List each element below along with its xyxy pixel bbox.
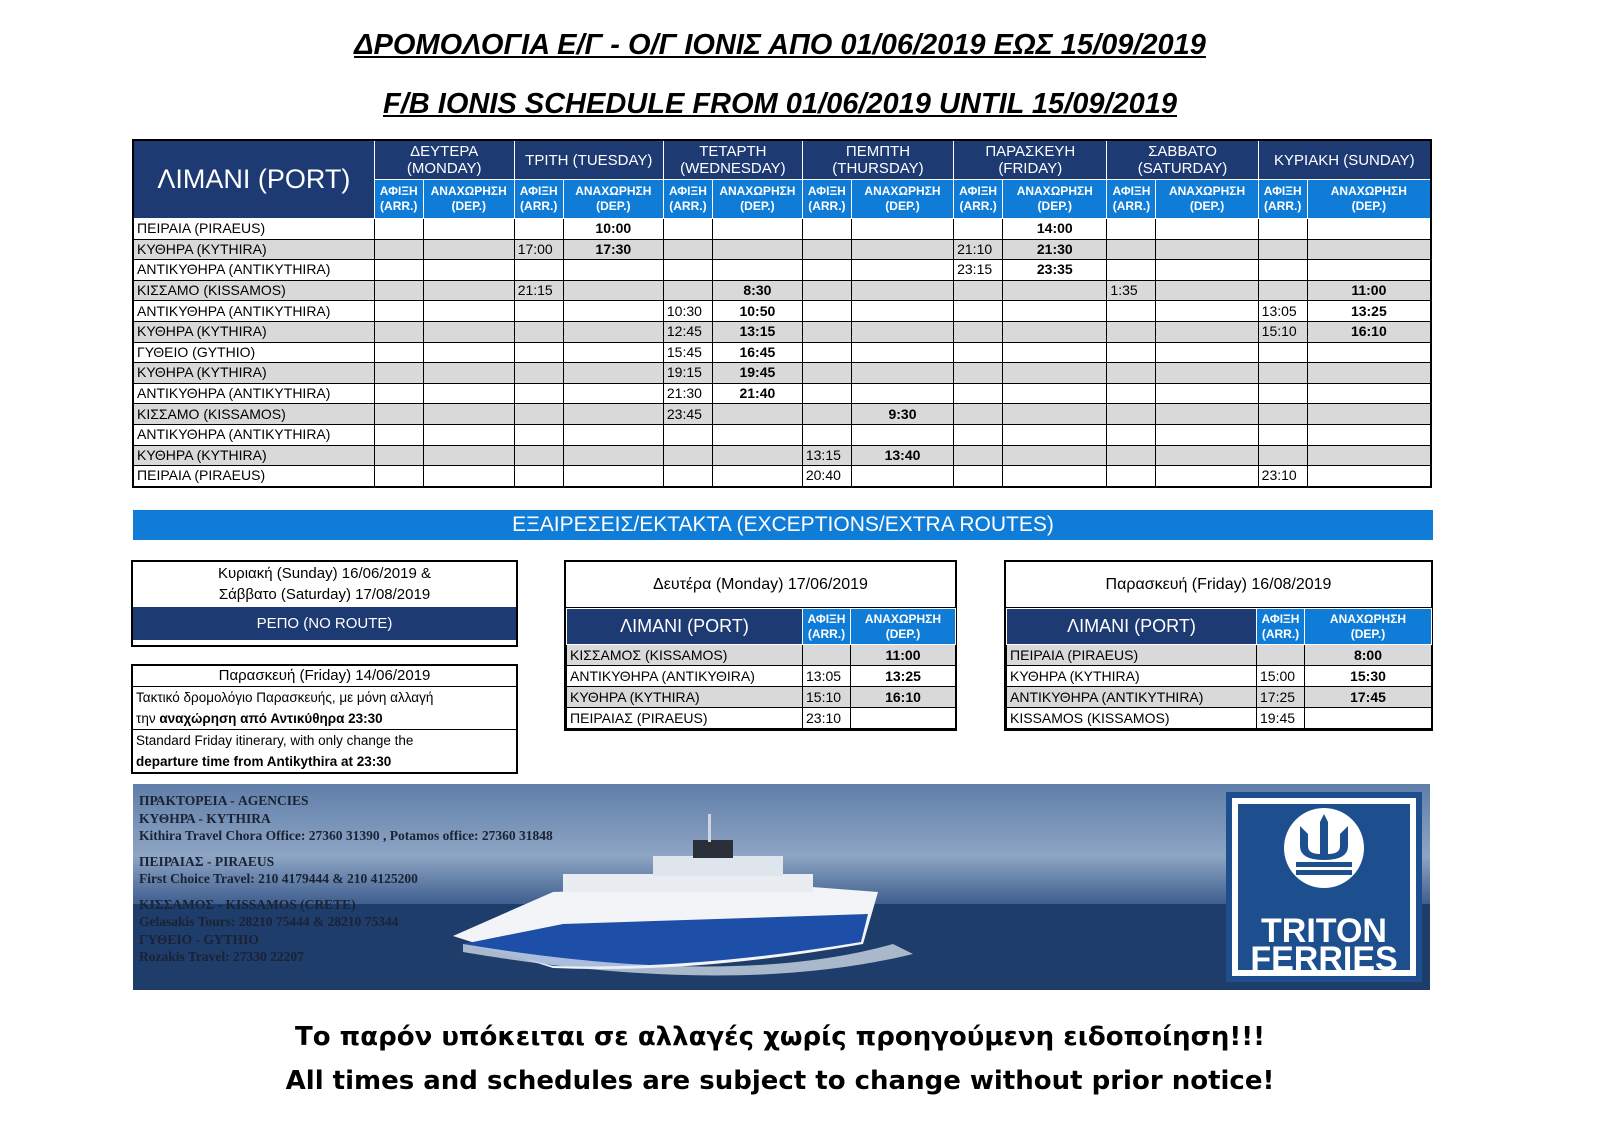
departure-cell xyxy=(1003,280,1107,301)
arrival-cell: 23:15 xyxy=(954,260,1003,281)
port-cell: ΠΕΙΡΑΙΑΣ (PIRAEUS) xyxy=(567,708,803,729)
extra-route-monday xyxy=(564,560,957,731)
friday-exception-english: Standard Friday itinerary, with only change the departure time from Antikythira at 23:30 xyxy=(136,733,414,769)
table-row xyxy=(133,404,1431,425)
departure-cell xyxy=(563,301,663,322)
arrival-cell xyxy=(1258,363,1307,384)
departure-cell xyxy=(1307,239,1431,260)
arrival-cell xyxy=(954,424,1003,445)
departure-cell xyxy=(1003,404,1107,425)
departure-cell xyxy=(1003,383,1107,404)
title-english: F/B IONIS SCHEDULE FROM 01/06/2019 UNTIL 15/09/2019 xyxy=(382,88,1178,120)
departure-cell xyxy=(1307,404,1431,425)
arrival-cell xyxy=(1258,239,1307,260)
table-row xyxy=(133,424,1431,445)
no-route-box xyxy=(131,560,518,647)
title-greek: ΔΡΟΜΟΛΟΓΙΑ Ε/Γ - Ο/Γ ΙΟΝΙΣ ΑΠΟ 01/06/2019 ΕΩΣ 15/09/2019 xyxy=(354,29,1206,61)
departure-cell xyxy=(851,260,953,281)
agency-line: First Choice Travel: 210 4179444 & 210 4125200 xyxy=(139,871,418,886)
departure-cell xyxy=(1003,321,1107,342)
departure-cell xyxy=(712,466,802,487)
arr-subheader: ΑΦΙΞΗ (ARR.) xyxy=(1107,180,1156,219)
dep-subheader: ΑΝΑΧΩΡΗΣΗ (DEP.) xyxy=(423,180,514,219)
departure-cell xyxy=(712,424,802,445)
arrival-cell xyxy=(802,383,851,404)
departure-cell xyxy=(563,321,663,342)
departure-cell xyxy=(1307,424,1431,445)
arr-cell: 13:05 xyxy=(803,666,851,687)
day-header: ΠΑΡΑΣΚΕΥΗ (FRIDAY) xyxy=(954,140,1107,180)
dep-subheader: ΑΝΑΧΩΡΗΣΗ (DEP.) xyxy=(1307,180,1431,219)
arrival-cell xyxy=(802,424,851,445)
table-row xyxy=(133,301,1431,322)
port-cell: ΚΥΘΗΡΑ (KYTHIRA) xyxy=(133,445,374,466)
port-cell: ΚΙΣΣΑΜΟ (KISSAMOS) xyxy=(133,404,374,425)
table-row xyxy=(133,321,1431,342)
dep-cell: 15:30 xyxy=(1305,666,1432,687)
departure-cell: 13:15 xyxy=(712,321,802,342)
departure-cell xyxy=(563,466,663,487)
port-column-header: ΛΙΜΑΝΙ (PORT) xyxy=(1007,609,1257,645)
departure-cell: 10:00 xyxy=(563,219,663,240)
arr-cell: 15:00 xyxy=(1257,666,1305,687)
arrival-cell xyxy=(514,260,563,281)
departure-cell xyxy=(1307,260,1431,281)
agency-line: ΚΥΘΗΡΑ - KYTHIRA xyxy=(139,810,271,826)
departure-cell xyxy=(423,424,514,445)
table-row xyxy=(133,363,1431,384)
logo-line2: FERRIES xyxy=(1250,940,1398,978)
friday-exception-box xyxy=(131,664,518,774)
extra-route-friday xyxy=(1004,560,1433,731)
arrival-cell xyxy=(1107,466,1156,487)
day-header: ΣΑΒΒΑΤΟ (SATURDAY) xyxy=(1107,140,1258,180)
table-row xyxy=(1007,666,1432,687)
extra-route-heading: Παρασκευή (Friday) 16/08/2019 xyxy=(1006,562,1431,608)
port-cell: ΚΙΣΣΑΜΟ (KISSAMOS) xyxy=(133,280,374,301)
departure-cell xyxy=(423,219,514,240)
departure-cell xyxy=(712,445,802,466)
arrival-cell xyxy=(514,424,563,445)
arrival-cell xyxy=(802,219,851,240)
arr-cell xyxy=(1257,645,1305,666)
arrival-cell xyxy=(954,466,1003,487)
departure-cell xyxy=(423,280,514,301)
departure-cell: 13:25 xyxy=(1307,301,1431,322)
day-header: ΠΕΜΠΤΗ (THURSDAY) xyxy=(802,140,953,180)
arrival-cell xyxy=(954,404,1003,425)
arrival-cell xyxy=(374,363,423,384)
departure-cell: 19:45 xyxy=(712,363,802,384)
port-cell: ΑΝΤΙΚΥΘΗΡΑ (ΑΝΤΙΚΥΘΙRA) xyxy=(567,666,803,687)
exceptions-banner: ΕΞΑΙΡΕΣΕΙΣ/ΕΚΤΑΚΤΑ (EXCEPTIONS/EXTRA ROUTES) xyxy=(133,510,1433,540)
departure-cell xyxy=(423,466,514,487)
arrival-cell xyxy=(374,424,423,445)
departure-cell: 23:35 xyxy=(1003,260,1107,281)
arrival-cell xyxy=(374,445,423,466)
arrival-cell xyxy=(802,280,851,301)
arrival-cell xyxy=(954,321,1003,342)
arrival-cell xyxy=(802,363,851,384)
arrival-cell xyxy=(802,239,851,260)
port-cell: ΚΥΘΗΡΑ (KYTHIRA) xyxy=(133,239,374,260)
departure-cell xyxy=(851,424,953,445)
departure-cell: 14:00 xyxy=(1003,219,1107,240)
arrival-cell xyxy=(802,301,851,322)
dep-cell xyxy=(1305,708,1432,729)
arrival-cell xyxy=(1258,342,1307,363)
departure-cell xyxy=(423,404,514,425)
dep-subheader: ΑΝΑΧΩΡΗΣΗ (DEP.) xyxy=(851,180,953,219)
arrival-cell xyxy=(1258,404,1307,425)
no-route-dates: Κυριακή (Sunday) 16/06/2019 & Σάββατο (Saturday) 17/08/2019 xyxy=(217,565,432,603)
arrival-cell xyxy=(1258,280,1307,301)
arrival-cell xyxy=(1258,383,1307,404)
triton-ferries-logo xyxy=(1226,792,1422,982)
arrival-cell xyxy=(663,280,712,301)
arrival-cell xyxy=(374,219,423,240)
schedule-table xyxy=(132,139,1432,488)
departure-cell xyxy=(851,466,953,487)
arrival-cell xyxy=(802,404,851,425)
arrival-cell xyxy=(374,280,423,301)
port-column-header: ΛΙΜΑΝΙ (PORT) xyxy=(567,609,803,645)
dep-subheader: ΑΝΑΧΩΡΗΣΗ (DEP.) xyxy=(563,180,663,219)
arrival-cell xyxy=(954,219,1003,240)
departure-cell xyxy=(1156,363,1258,384)
table-row xyxy=(133,239,1431,260)
table-row xyxy=(133,445,1431,466)
arrival-cell xyxy=(663,466,712,487)
departure-cell xyxy=(712,219,802,240)
arrival-cell: 17:00 xyxy=(514,239,563,260)
departure-cell: 8:30 xyxy=(712,280,802,301)
dep-cell: 11:00 xyxy=(851,645,956,666)
arrival-cell: 23:10 xyxy=(1258,466,1307,487)
departure-cell xyxy=(851,219,953,240)
agency-line: Gelasakis Tours: 28210 75444 & 28210 75344 xyxy=(139,914,399,929)
agency-line: ΚΙΣΣΑΜΟΣ - KISSAMOS (CRETE) xyxy=(139,896,356,912)
arrival-cell xyxy=(1107,424,1156,445)
departure-cell xyxy=(1156,260,1258,281)
departure-cell: 16:10 xyxy=(1307,321,1431,342)
departure-cell xyxy=(423,363,514,384)
footer-greek: Το παρόν υπόκειται σε αλλαγές χωρίς προηγούμενη ειδοποίηση!!! xyxy=(295,1022,1265,1052)
arrival-cell: 15:10 xyxy=(1258,321,1307,342)
arrival-cell xyxy=(374,342,423,363)
departure-cell xyxy=(851,383,953,404)
arrival-cell xyxy=(663,219,712,240)
departure-cell xyxy=(1003,301,1107,322)
departure-cell xyxy=(1156,404,1258,425)
arrival-cell xyxy=(1258,260,1307,281)
departure-cell xyxy=(851,321,953,342)
table-row xyxy=(133,383,1431,404)
departure-cell xyxy=(1156,424,1258,445)
departure-cell xyxy=(1307,383,1431,404)
arrival-cell xyxy=(1107,404,1156,425)
arrival-cell xyxy=(1107,383,1156,404)
departure-cell xyxy=(563,424,663,445)
arrival-cell xyxy=(663,424,712,445)
arrival-cell: 15:45 xyxy=(663,342,712,363)
port-cell: ΚΥΘΗΡΑ (KYTHIRA) xyxy=(133,321,374,342)
agencies-banner xyxy=(133,784,1430,990)
dep-cell: 16:10 xyxy=(851,687,956,708)
extra-route-table: ΛΙΜΑΝΙ (PORT) ΑΦΙΞΗ (ARR.) ΑΝΑΧΩΡΗΣΗ (DEP.) ΠΕΙΡΑΙΑ (PIRAEUS) 8:00 ΚΥΘΗΡΑ (KYTHIRA) 15:00 15:30 ΑΝΤΙΚΥΘΗΡΑ (ANTIKYTHIRA) 17:25 17:45 KISSAMOS (KISSAMOS) 19:45 xyxy=(1006,608,1432,729)
arrival-cell: 1:35 xyxy=(1107,280,1156,301)
departure-cell xyxy=(423,321,514,342)
dep-cell: 17:45 xyxy=(1305,687,1432,708)
arrival-cell xyxy=(802,342,851,363)
departure-cell: 16:45 xyxy=(712,342,802,363)
arrival-cell xyxy=(374,301,423,322)
port-cell: ΚΙΣΣΑΜΟΣ (KISSAMOS) xyxy=(567,645,803,666)
arrival-cell xyxy=(1107,342,1156,363)
agency-line: Kithira Travel Chora Office: 27360 31390 , Potamos office: 27360 31848 xyxy=(139,828,553,843)
departure-cell xyxy=(423,383,514,404)
arr-cell xyxy=(803,645,851,666)
dep-subheader: ΑΝΑΧΩΡΗΣΗ (DEP.) xyxy=(712,180,802,219)
departure-cell xyxy=(423,342,514,363)
departure-cell xyxy=(1307,219,1431,240)
table-row xyxy=(1007,708,1432,729)
arr-subheader: ΑΦΙΞΗ (ARR.) xyxy=(663,180,712,219)
agency-line: ΠΕΙΡΑΙΑΣ - PIRAEUS xyxy=(139,853,275,869)
arrival-cell xyxy=(1107,363,1156,384)
departure-cell xyxy=(1307,363,1431,384)
port-cell: ΠΕΙΡΑΙΑ (PIRAEUS) xyxy=(133,466,374,487)
departure-cell xyxy=(1003,342,1107,363)
arrival-cell xyxy=(514,445,563,466)
arr-cell: 17:25 xyxy=(1257,687,1305,708)
port-cell: ΑΝΤΙΚΥΘΗΡΑ (ANTIKYTHIRA) xyxy=(133,301,374,322)
port-cell: ΑΝΤΙΚΥΘΗΡΑ (ANTIKYTHIRA) xyxy=(133,383,374,404)
arr-subheader: ΑΦΙΞΗ (ARR.) xyxy=(1258,180,1307,219)
departure-cell xyxy=(851,342,953,363)
departure-cell xyxy=(563,445,663,466)
departure-cell: 21:40 xyxy=(712,383,802,404)
departure-cell xyxy=(851,280,953,301)
arrival-cell xyxy=(1258,445,1307,466)
port-cell: ΠΕΙΡΑΙΑ (PIRAEUS) xyxy=(1007,645,1257,666)
table-row xyxy=(133,219,1431,240)
arrival-cell: 10:30 xyxy=(663,301,712,322)
agencies-list: ΠΡΑΚΤΟΡΕΙΑ - AGENCIES ΚΥΘΗΡΑ - KYTHIRA Kithira Travel Chora Office: 27360 31390 , Potamos office: 27360 31848 ΠΕΙΡΑΙΑΣ - PIRAEUS First Choice Travel: 210 4179444 & 210 4125200 ΚΙΣΣΑΜΟΣ - KISSAMOS (CRETE) Gelasakis Tours: 28210 75444 & 28210 75344 ΓΥΘΕΙΟ - GYTHIO Rozakis Travel: 27330 22207 xyxy=(139,793,553,964)
dep-subheader: ΑΝΑΧΩΡΗΣΗ (DEP.) xyxy=(1003,180,1107,219)
table-row xyxy=(133,260,1431,281)
agency-line: Rozakis Travel: 27330 22207 xyxy=(139,949,304,964)
departure-cell: 11:00 xyxy=(1307,280,1431,301)
port-cell: ΠΕΙΡΑΙΑ (PIRAEUS) xyxy=(133,219,374,240)
departure-cell xyxy=(1156,383,1258,404)
arrival-cell: 23:45 xyxy=(663,404,712,425)
arrival-cell xyxy=(514,219,563,240)
arrival-cell: 20:40 xyxy=(802,466,851,487)
footer-english: All times and schedules are subject to change without prior notice! xyxy=(285,1066,1275,1096)
table-row xyxy=(133,342,1431,363)
extra-route-table: ΛΙΜΑΝΙ (PORT) ΑΦΙΞΗ (ARR.) ΑΝΑΧΩΡΗΣΗ (DEP.) ΚΙΣΣΑΜΟΣ (KISSAMOS) 11:00 ΑΝΤΙΚΥΘΗΡΑ (ΑΝΤΙΚΥΘΙRA) 13:05 13:25 ΚΥΘΗΡΑ (KYTHIRA) 15:10 16:10 ΠΕΙΡΑΙΑΣ (PIRAEUS) 23:10 xyxy=(566,608,956,729)
departure-cell: 17:30 xyxy=(563,239,663,260)
port-cell: ΚΥΘΗΡΑ (KYTHIRA) xyxy=(1007,666,1257,687)
departure-cell xyxy=(1003,363,1107,384)
table-row xyxy=(567,708,956,729)
arrival-cell xyxy=(663,445,712,466)
arr-subheader: ΑΦΙΞΗ (ARR.) xyxy=(954,180,1003,219)
arrival-cell xyxy=(1107,260,1156,281)
agency-line xyxy=(139,845,553,853)
arrival-cell xyxy=(374,383,423,404)
arrival-cell xyxy=(1258,219,1307,240)
port-cell: ΚΥΘΗΡΑ (KYTHIRA) xyxy=(133,363,374,384)
table-row xyxy=(567,666,956,687)
arrival-cell xyxy=(954,445,1003,466)
arr-cell: 23:10 xyxy=(803,708,851,729)
departure-cell: 9:30 xyxy=(851,404,953,425)
departure-cell xyxy=(423,301,514,322)
logo-line1: TRITON xyxy=(1261,912,1387,950)
arrival-cell xyxy=(954,280,1003,301)
agency-line: ΓΥΘΕΙΟ - GYTHIO xyxy=(139,931,259,947)
day-header: ΚΥΡΙΑΚΗ (SUNDAY) xyxy=(1258,140,1431,180)
departure-cell xyxy=(423,445,514,466)
dep-cell: 8:00 xyxy=(1305,645,1432,666)
arrival-cell xyxy=(1107,219,1156,240)
departure-cell xyxy=(851,301,953,322)
arrival-cell: 13:05 xyxy=(1258,301,1307,322)
departure-cell xyxy=(1156,342,1258,363)
arrival-cell xyxy=(954,363,1003,384)
arr-cell: 15:10 xyxy=(803,687,851,708)
departure-cell xyxy=(1156,321,1258,342)
arrival-cell: 13:15 xyxy=(802,445,851,466)
arrival-cell: 21:30 xyxy=(663,383,712,404)
departure-cell xyxy=(423,239,514,260)
departure-cell: 13:40 xyxy=(851,445,953,466)
arrival-cell: 21:15 xyxy=(514,280,563,301)
arrival-cell xyxy=(802,321,851,342)
departure-cell xyxy=(1003,466,1107,487)
arr-subheader: ΑΦΙΞΗ (ARR.) xyxy=(374,180,423,219)
arrival-cell xyxy=(1107,321,1156,342)
departure-cell xyxy=(1156,239,1258,260)
table-row xyxy=(1007,687,1432,708)
agency-line xyxy=(139,888,553,896)
arrival-cell xyxy=(1107,301,1156,322)
departure-cell xyxy=(1156,466,1258,487)
arrival-cell xyxy=(954,342,1003,363)
arrival-cell xyxy=(954,383,1003,404)
table-row xyxy=(133,466,1431,487)
table-row xyxy=(1007,645,1432,666)
port-column-header: ΛΙΜΑΝΙ (PORT) xyxy=(133,140,374,219)
departure-cell xyxy=(1307,466,1431,487)
arrival-cell xyxy=(374,466,423,487)
arrival-cell: 12:45 xyxy=(663,321,712,342)
arrival-cell xyxy=(374,321,423,342)
arrival-cell xyxy=(374,404,423,425)
arrival-cell xyxy=(1258,424,1307,445)
departure-cell xyxy=(563,383,663,404)
departure-cell xyxy=(712,260,802,281)
day-header: ΤΡΙΤΗ (TUESDAY) xyxy=(514,140,663,180)
arrival-cell xyxy=(514,404,563,425)
friday-exception-greek: Τακτικό δρομολόγιο Παρασκευής, με μόνη αλλαγή την αναχώρηση από Αντικύθηρα 23:30 xyxy=(133,687,516,730)
arrival-cell xyxy=(514,363,563,384)
departure-cell xyxy=(851,363,953,384)
arrival-cell xyxy=(663,260,712,281)
no-route-label: ΡΕΠΟ (NO ROUTE) xyxy=(133,607,516,640)
arrival-cell xyxy=(802,260,851,281)
arrival-cell: 21:10 xyxy=(954,239,1003,260)
arrival-cell: 19:15 xyxy=(663,363,712,384)
port-cell: ΑΝΤΙΚΥΘΗΡΑ (ANTIKYTHIRA) xyxy=(1007,687,1257,708)
arrival-cell xyxy=(514,342,563,363)
departure-cell xyxy=(851,239,953,260)
departure-cell xyxy=(1156,445,1258,466)
arrival-cell xyxy=(1107,445,1156,466)
departure-cell xyxy=(423,260,514,281)
day-header: ΔΕΥΤΕΡΑ (MONDAY) xyxy=(374,140,514,180)
departure-cell xyxy=(563,363,663,384)
departure-cell: 21:30 xyxy=(1003,239,1107,260)
departure-cell xyxy=(1307,445,1431,466)
arrival-cell xyxy=(514,321,563,342)
departure-cell xyxy=(1307,342,1431,363)
arrival-cell xyxy=(954,301,1003,322)
friday-exception-heading: Παρασκευή (Friday) 14/06/2019 xyxy=(133,666,516,687)
port-cell: ΓΥΘΕΙΟ (GYTHIO) xyxy=(133,342,374,363)
arrival-cell xyxy=(663,239,712,260)
departure-cell xyxy=(712,404,802,425)
departure-cell xyxy=(563,260,663,281)
departure-cell xyxy=(712,239,802,260)
departure-cell xyxy=(563,404,663,425)
arr-cell: 19:45 xyxy=(1257,708,1305,729)
departure-cell: 10:50 xyxy=(712,301,802,322)
dep-subheader: ΑΝΑΧΩΡΗΣΗ (DEP.) xyxy=(1156,180,1258,219)
day-header: ΤΕΤΑΡΤΗ (WEDNESDAY) xyxy=(663,140,802,180)
port-cell: ΑΝΤΙΚΥΘΗΡΑ (ANTIKYTHIRA) xyxy=(133,260,374,281)
table-row xyxy=(567,645,956,666)
arrival-cell xyxy=(374,260,423,281)
departure-cell xyxy=(563,342,663,363)
dep-cell xyxy=(851,708,956,729)
arr-subheader: ΑΦΙΞΗ (ARR.) xyxy=(514,180,563,219)
table-row xyxy=(133,280,1431,301)
arrival-cell xyxy=(374,239,423,260)
arrival-cell xyxy=(514,383,563,404)
arrival-cell xyxy=(514,301,563,322)
table-row xyxy=(567,687,956,708)
dep-cell: 13:25 xyxy=(851,666,956,687)
departure-cell xyxy=(563,280,663,301)
departure-cell xyxy=(1003,424,1107,445)
arrival-cell xyxy=(1107,239,1156,260)
port-cell: ΑΝΤΙΚΥΘΗΡΑ (ANTIKYTHIRA) xyxy=(133,424,374,445)
trident-icon xyxy=(1238,804,1410,904)
arrival-cell xyxy=(514,466,563,487)
departure-cell xyxy=(1156,280,1258,301)
departure-cell xyxy=(1003,445,1107,466)
departure-cell xyxy=(1156,219,1258,240)
port-cell: ΚΥΘΗΡΑ (KYTHIRA) xyxy=(567,687,803,708)
departure-cell xyxy=(1156,301,1258,322)
port-cell: KISSAMOS (KISSAMOS) xyxy=(1007,708,1257,729)
extra-route-heading: Δευτέρα (Monday) 17/06/2019 xyxy=(566,562,955,608)
arr-subheader: ΑΦΙΞΗ (ARR.) xyxy=(802,180,851,219)
